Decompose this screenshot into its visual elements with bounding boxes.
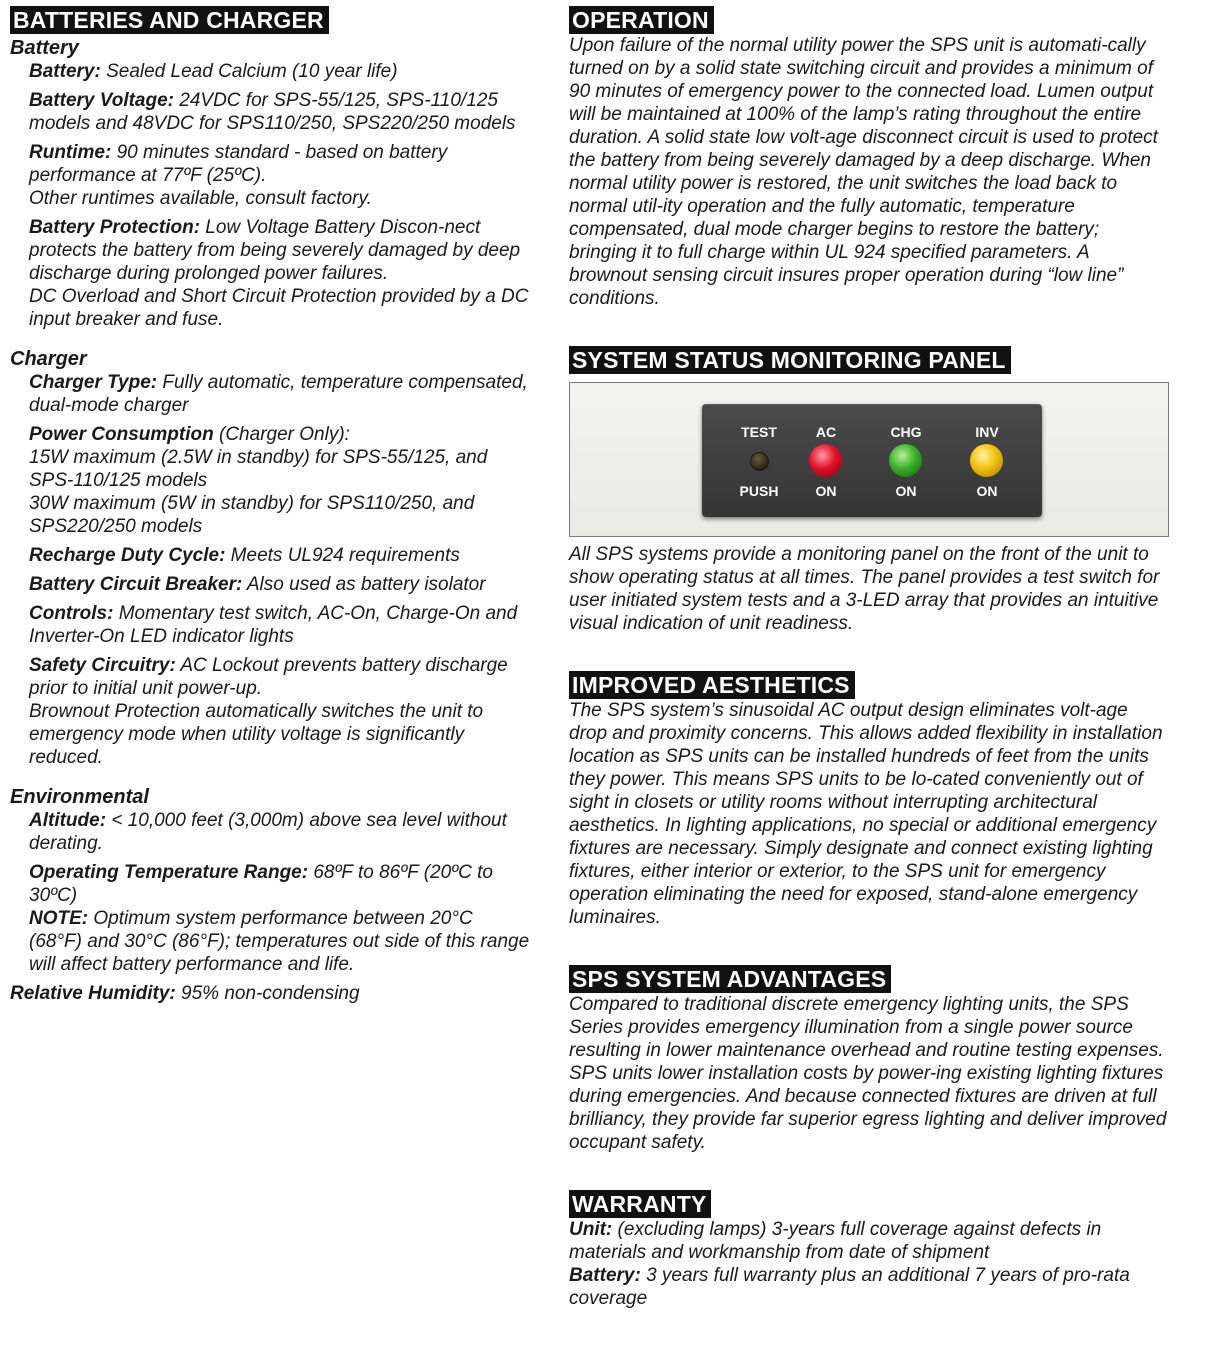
spec-text: Sealed Lead Calcium (10 year life) <box>100 61 398 82</box>
spec-battery-voltage <box>29 89 530 135</box>
subheading-charger: Charger <box>10 348 87 370</box>
subheading-environmental: Environmental <box>10 786 149 808</box>
section-header-operation: OPERATION <box>569 6 714 34</box>
spec-text: 24VDC for SPS-55/125, SPS-110/125 models and 48VDC for SPS110/250, SPS220/250 models <box>29 90 516 134</box>
spec-text: Meets UL924 requirements <box>225 545 460 566</box>
note-label: NOTE: <box>29 908 89 929</box>
spec-battery-circuit-breaker <box>29 573 530 596</box>
monitoring-panel-photo <box>569 382 1169 537</box>
chg-label: CHG <box>890 424 922 440</box>
spec-label: Safety Circuitry: <box>29 655 176 676</box>
spec-extra: 30W maximum (5W in standby) for SPS110/250, and SPS220/250 models <box>29 493 475 537</box>
section-aesthetics <box>569 671 1169 929</box>
spec-altitude <box>29 809 530 855</box>
spec-label: Battery: <box>29 61 101 82</box>
operation-text: Upon failure of the normal utility power the SPS unit is automati-cally turned on by a solid state switching circuit and provides a minimum of 90 minutes of emergency power to the connected load. Lumen output will be maintained at 100% of the lamp’s rating throughout the entire duration. A solid state low volt-age disconnect circuit is used to protect the battery from being severely damaged by a deep discharge. When normal utility power is restored, the unit switches the load back to normal util-ity operation and the fully automatic, temperature compensated, dual mode charger begins to restore the battery; bringing it to full charge within UL 924 specified parameters. A brownout sensing circuit insures proper operation during “low line” conditions. <box>569 35 1158 309</box>
test-push-button[interactable] <box>750 452 769 471</box>
section-header-monitoring: SYSTEM STATUS MONITORING PANEL <box>569 346 1011 374</box>
warranty-battery <box>569 1264 1169 1310</box>
spec-safety-circuitry <box>29 654 530 769</box>
spec-battery-protection <box>29 216 530 331</box>
right-column <box>569 6 1169 1310</box>
spec-text: Also used as battery isolator <box>242 574 486 595</box>
ac-on-label: ON <box>815 483 837 499</box>
monitoring-text: All SPS systems provide a monitoring panel on the front of the unit to show operating status at all times. The panel provides a test switch for user initiated system tests and a 3-LED array that provides an intuitive visual indication of unit readiness. <box>569 544 1160 634</box>
spec-charger-type <box>29 371 530 417</box>
left-column <box>10 6 530 1011</box>
spec-relative-humidity <box>10 982 530 1005</box>
section-monitoring <box>569 346 1169 635</box>
spec-label: Altitude: <box>29 810 107 831</box>
spec-text: Fully automatic, temperature compensated, dual-mode charger <box>29 372 528 416</box>
spec-label: Runtime: <box>29 142 112 163</box>
spec-controls <box>29 602 530 648</box>
inv-on-label: ON <box>976 483 998 499</box>
section-header-aesthetics: IMPROVED AESTHETICS <box>569 671 855 699</box>
spec-extra: 15W maximum (2.5W in standby) for SPS-55/125, and SPS-110/125 models <box>29 447 488 491</box>
spec-label: Battery Voltage: <box>29 90 174 111</box>
spec-text: Momentary test switch, AC-On, Charge-On and Inverter-On LED indicator lights <box>29 603 518 647</box>
spec-text: < 10,000 feet (3,000m) above sea level without derating. <box>29 810 507 854</box>
section-warranty <box>569 1190 1169 1310</box>
spec-power-consumption <box>29 423 530 538</box>
spec-text: 95% non-condensing <box>175 983 360 1004</box>
spec-label: Relative Humidity: <box>10 983 176 1004</box>
spec-label: Battery Circuit Breaker: <box>29 574 243 595</box>
status-panel <box>702 404 1042 517</box>
section-operation <box>569 6 1169 310</box>
spec-label: Operating Temperature Range: <box>29 862 309 883</box>
chg-on-label: ON <box>895 483 917 499</box>
warranty-unit <box>569 1218 1169 1264</box>
ac-led-icon <box>809 444 842 477</box>
section-header-batteries-charger: BATTERIES AND CHARGER <box>10 6 329 34</box>
spec-label: Charger Type: <box>29 372 158 393</box>
advantages-text: Compared to traditional discrete emergency lighting units, the SPS Series provides emergency illumination from a single power source resulting in lower maintenance overhead and routine testing expenses. SPS units lower installation costs by power-ing existing lighting fixtures during emergencies. And because connected fixtures are driven at full brilliancy, they provide far superior egress lighting and deliver improved occupant safety. <box>569 994 1167 1153</box>
test-label: TEST <box>741 424 777 440</box>
inv-led-icon <box>970 444 1003 477</box>
subheading-battery: Battery <box>10 37 79 59</box>
chg-led-icon <box>889 444 922 477</box>
spec-text: (Charger Only): <box>213 424 350 445</box>
spec-runtime <box>29 141 530 210</box>
warranty-battery-label: Battery: <box>569 1265 641 1286</box>
spec-label: Recharge Duty Cycle: <box>29 545 226 566</box>
section-header-advantages: SPS SYSTEM ADVANTAGES <box>569 965 891 993</box>
warranty-unit-text: (excluding lamps) 3-years full coverage against defects in materials and workmanship from date of shipment <box>569 1219 1102 1263</box>
spec-label: Battery Protection: <box>29 217 201 238</box>
spec-text: AC Lockout prevents battery discharge prior to initial unit power-up. <box>29 655 508 699</box>
inv-label: INV <box>975 424 999 440</box>
spec-text: 68ºF to 86ºF (20ºC to 30ºC) <box>29 862 493 906</box>
warranty-unit-label: Unit: <box>569 1219 613 1240</box>
aesthetics-text: The SPS system’s sinusoidal AC output design eliminates volt-age drop and proximity concerns. This allows added flexibility in installation location as SPS units can be installed hundreds of feet from the units they power. This means SPS units to be lo-cated conveniently out of sight in closets or utility rooms without interrupting architectural aesthetics. In lighting applications, no special or additional emergency fixtures are necessary. Simply designate and connect existing lighting fixtures, either interior or exterior, to the SPS unit for emergency operation eliminating the need for exposed, stand-alone emergency luminaires. <box>569 700 1163 928</box>
spec-recharge-duty-cycle <box>29 544 530 567</box>
ac-label: AC <box>815 424 837 440</box>
spec-extra: DC Overload and Short Circuit Protection provided by a DC input breaker and fuse. <box>29 286 529 330</box>
section-header-warranty: WARRANTY <box>569 1190 711 1218</box>
spec-extra: Brownout Protection automatically switches the unit to emergency mode when utility voltage is significantly reduced. <box>29 701 484 768</box>
spec-battery <box>29 60 530 83</box>
spec-text: Low Voltage Battery Discon-nect protects the battery from being severely damaged by deep discharge during prolonged power failures. <box>29 217 521 284</box>
spec-label: Power Consumption <box>29 424 214 445</box>
spec-operating-temperature <box>29 861 530 976</box>
note-text: Optimum system performance between 20°C (68°F) and 30°C (86°F); temperatures out side of this range will affect battery performance and life. <box>29 908 530 975</box>
spec-label: Controls: <box>29 603 114 624</box>
spec-extra: Other runtimes available, consult factory. <box>29 188 372 209</box>
warranty-battery-text: 3 years full warranty plus an additional 7 years of pro-rata coverage <box>569 1265 1130 1309</box>
spec-text: 90 minutes standard - based on battery performance at 77ºF (25ºC). <box>29 142 448 186</box>
section-advantages <box>569 965 1169 1154</box>
push-label: PUSH <box>739 483 779 499</box>
